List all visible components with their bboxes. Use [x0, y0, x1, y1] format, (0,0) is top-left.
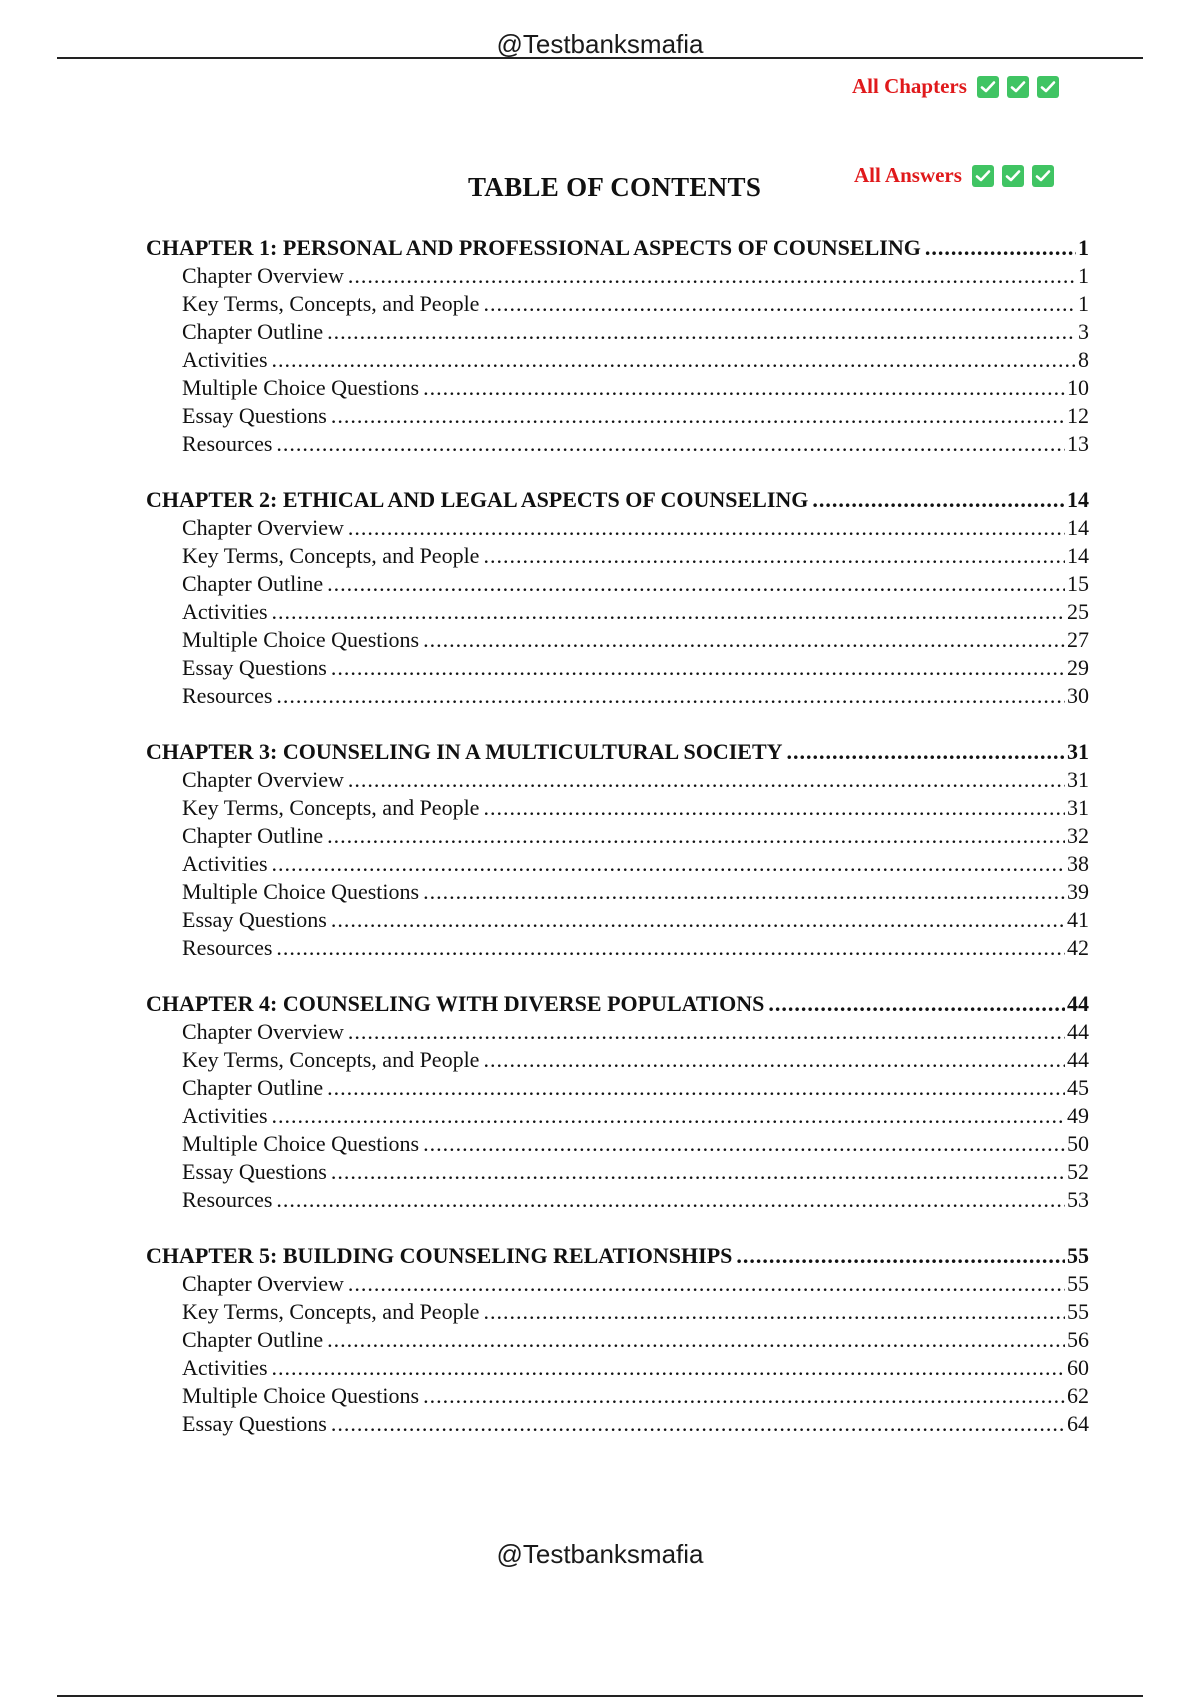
header-divider	[57, 57, 1143, 59]
toc-entry[interactable]	[146, 1410, 1089, 1438]
check-box-icon	[1037, 76, 1059, 98]
footer-divider	[57, 1695, 1143, 1697]
page-number: 14	[1067, 487, 1089, 512]
toc-entry[interactable]	[146, 598, 1089, 626]
page-number: 53	[1067, 1187, 1089, 1212]
page-number: 3	[1078, 319, 1089, 344]
entry-label: Chapter Overview	[182, 1019, 344, 1044]
toc-chapter-5	[146, 1242, 1089, 1438]
dot-leader	[736, 1242, 1065, 1270]
page-number: 41	[1067, 907, 1089, 932]
page-number: 15	[1067, 571, 1089, 596]
dot-leader	[327, 570, 1065, 598]
dot-leader	[348, 262, 1076, 290]
entry-label: Essay Questions	[182, 1159, 327, 1184]
page-number: 64	[1067, 1411, 1089, 1436]
entry-label: Multiple Choice Questions	[182, 627, 420, 652]
toc-entry[interactable]	[146, 822, 1089, 850]
table-of-contents	[146, 234, 1089, 1466]
page-number: 10	[1067, 375, 1089, 400]
entry-label: Activities	[182, 1103, 268, 1128]
entry-label: Essay Questions	[182, 1411, 327, 1436]
toc-entry[interactable]	[146, 514, 1089, 542]
dot-leader	[327, 822, 1065, 850]
dot-leader	[925, 234, 1076, 262]
entry-label: Resources	[182, 1187, 273, 1212]
page-number: 45	[1067, 1075, 1089, 1100]
dot-leader	[327, 1326, 1065, 1354]
toc-chapter-3	[146, 738, 1089, 962]
page-number: 30	[1067, 683, 1089, 708]
page-number: 50	[1067, 1131, 1089, 1156]
header-watermark: @Testbanksmafia	[496, 29, 704, 59]
page-number: 1	[1078, 291, 1089, 316]
page-number: 31	[1067, 795, 1089, 820]
page-number: 38	[1067, 851, 1089, 876]
entry-label: Essay Questions	[182, 655, 327, 680]
page-number: 1	[1078, 235, 1089, 260]
toc-entry[interactable]	[146, 794, 1089, 822]
entry-label: Resources	[182, 683, 273, 708]
dot-leader	[272, 1102, 1065, 1130]
toc-chapter-4	[146, 990, 1089, 1214]
entry-label: Chapter Overview	[182, 263, 344, 288]
dot-leader	[272, 346, 1076, 374]
page-number: 42	[1067, 935, 1089, 960]
chapter-title: CHAPTER 5: BUILDING COUNSELING RELATIONSHIPS	[146, 1243, 733, 1268]
dot-leader	[327, 1074, 1065, 1102]
entry-label: Key Terms, Concepts, and People	[182, 543, 480, 568]
toc-entry[interactable]	[146, 346, 1089, 374]
dot-leader	[331, 906, 1065, 934]
toc-entry[interactable]	[146, 1018, 1089, 1046]
page-number: 8	[1078, 347, 1089, 372]
dot-leader	[327, 318, 1076, 346]
dot-leader	[768, 990, 1065, 1018]
toc-title: TABLE OF CONTENTS	[468, 172, 762, 202]
check-box-icon	[972, 165, 994, 187]
entry-label: Key Terms, Concepts, and People	[182, 1047, 480, 1072]
toc-entry[interactable]	[146, 1074, 1089, 1102]
dot-leader	[348, 1270, 1065, 1298]
toc-entry[interactable]	[146, 906, 1089, 934]
dot-leader	[483, 794, 1065, 822]
toc-entry[interactable]	[146, 878, 1089, 906]
toc-entry[interactable]	[146, 262, 1089, 290]
check-box-icon	[1032, 165, 1054, 187]
toc-entry[interactable]	[146, 682, 1089, 710]
dot-leader	[331, 654, 1065, 682]
chapter-title: CHAPTER 3: COUNSELING IN A MULTICULTURAL SOCIETY	[146, 739, 783, 764]
page-number: 27	[1067, 627, 1089, 652]
toc-entry[interactable]	[146, 374, 1089, 402]
entry-label: Chapter Outline	[182, 571, 324, 596]
entry-label: Activities	[182, 599, 268, 624]
page-number: 25	[1067, 599, 1089, 624]
toc-chapter-heading[interactable]	[146, 234, 1089, 262]
page-number: 39	[1067, 879, 1089, 904]
toc-entry[interactable]	[146, 402, 1089, 430]
toc-entry[interactable]	[146, 430, 1089, 458]
footer-watermark: @Testbanksmafia	[496, 1539, 704, 1569]
page-number: 29	[1067, 655, 1089, 680]
toc-chapter-1	[146, 234, 1089, 458]
toc-entry[interactable]	[146, 290, 1089, 318]
entry-label: Key Terms, Concepts, and People	[182, 291, 480, 316]
page-number: 55	[1067, 1243, 1089, 1268]
entry-label: Chapter Overview	[182, 1271, 344, 1296]
page-number: 52	[1067, 1159, 1089, 1184]
all-chapters-badge	[852, 74, 1067, 99]
page-number: 12	[1067, 403, 1089, 428]
all-answers-badge	[854, 163, 1062, 188]
toc-entry[interactable]	[146, 1186, 1089, 1214]
dot-leader	[483, 1298, 1065, 1326]
entry-label: Essay Questions	[182, 403, 327, 428]
toc-chapter-heading[interactable]	[146, 990, 1089, 1018]
dot-leader	[272, 1354, 1065, 1382]
dot-leader	[331, 402, 1065, 430]
page-number: 44	[1067, 991, 1089, 1016]
entry-label: Chapter Outline	[182, 823, 324, 848]
entry-label: Chapter Outline	[182, 1075, 324, 1100]
dot-leader	[483, 1046, 1065, 1074]
entry-label: Resources	[182, 935, 273, 960]
entry-label: Chapter Outline	[182, 319, 324, 344]
dot-leader	[276, 682, 1065, 710]
toc-entry[interactable]	[146, 1354, 1089, 1382]
toc-entry[interactable]	[146, 1158, 1089, 1186]
page-number: 32	[1067, 823, 1089, 848]
dot-leader	[272, 598, 1065, 626]
page-number: 60	[1067, 1355, 1089, 1380]
dot-leader	[331, 1158, 1065, 1186]
dot-leader	[423, 1130, 1065, 1158]
entry-label: Chapter Overview	[182, 767, 344, 792]
toc-entry[interactable]	[146, 1326, 1089, 1354]
entry-label: Multiple Choice Questions	[182, 1383, 420, 1408]
dot-leader	[787, 738, 1065, 766]
toc-entry[interactable]	[146, 542, 1089, 570]
check-box-icon	[1007, 76, 1029, 98]
entry-label: Multiple Choice Questions	[182, 1131, 420, 1156]
toc-entry[interactable]	[146, 934, 1089, 962]
dot-leader	[348, 1018, 1065, 1046]
entry-label: Chapter Overview	[182, 515, 344, 540]
page-number: 56	[1067, 1327, 1089, 1352]
toc-entry[interactable]	[146, 626, 1089, 654]
dot-leader	[812, 486, 1065, 514]
dot-leader	[423, 626, 1065, 654]
page-number: 62	[1067, 1383, 1089, 1408]
page-number: 55	[1067, 1271, 1089, 1296]
dot-leader	[483, 290, 1076, 318]
toc-entry[interactable]	[146, 1130, 1089, 1158]
entry-label: Essay Questions	[182, 907, 327, 932]
dot-leader	[348, 514, 1065, 542]
entry-label: Activities	[182, 1355, 268, 1380]
toc-entry[interactable]	[146, 766, 1089, 794]
page-number: 49	[1067, 1103, 1089, 1128]
dot-leader	[423, 1382, 1065, 1410]
entry-label: Resources	[182, 431, 273, 456]
page-number: 13	[1067, 431, 1089, 456]
entry-label: Multiple Choice Questions	[182, 375, 420, 400]
dot-leader	[276, 430, 1065, 458]
chapter-title: CHAPTER 4: COUNSELING WITH DIVERSE POPULATIONS	[146, 991, 765, 1016]
entry-label: Activities	[182, 347, 268, 372]
entry-label: Key Terms, Concepts, and People	[182, 795, 480, 820]
toc-entry[interactable]	[146, 1270, 1089, 1298]
entry-label: Key Terms, Concepts, and People	[182, 1299, 480, 1324]
dot-leader	[331, 1410, 1065, 1438]
dot-leader	[483, 542, 1065, 570]
toc-entry[interactable]	[146, 570, 1089, 598]
entry-label: Chapter Outline	[182, 1327, 324, 1352]
page-number: 1	[1078, 263, 1089, 288]
toc-entry[interactable]	[146, 1298, 1089, 1326]
page-number: 55	[1067, 1299, 1089, 1324]
toc-entry[interactable]	[146, 1102, 1089, 1130]
dot-leader	[423, 878, 1065, 906]
page-number: 31	[1067, 739, 1089, 764]
toc-entry[interactable]	[146, 654, 1089, 682]
entry-label: Activities	[182, 851, 268, 876]
toc-chapter-heading[interactable]	[146, 1242, 1089, 1270]
all-answers-label: All Answers	[854, 163, 962, 187]
dot-leader	[272, 850, 1065, 878]
toc-chapter-2	[146, 486, 1089, 710]
dot-leader	[276, 934, 1065, 962]
chapter-title: CHAPTER 2: ETHICAL AND LEGAL ASPECTS OF COUNSELING	[146, 487, 809, 512]
dot-leader	[276, 1186, 1065, 1214]
toc-chapter-heading[interactable]	[146, 486, 1089, 514]
toc-entry[interactable]	[146, 850, 1089, 878]
page-number: 14	[1067, 515, 1089, 540]
page-number: 14	[1067, 543, 1089, 568]
toc-entry[interactable]	[146, 318, 1089, 346]
toc-entry[interactable]	[146, 1382, 1089, 1410]
page-number: 44	[1067, 1047, 1089, 1072]
check-box-icon	[977, 76, 999, 98]
toc-entry[interactable]	[146, 1046, 1089, 1074]
toc-chapter-heading[interactable]	[146, 738, 1089, 766]
all-chapters-label: All Chapters	[852, 74, 967, 98]
dot-leader	[348, 766, 1065, 794]
dot-leader	[423, 374, 1065, 402]
page-number: 31	[1067, 767, 1089, 792]
page-number: 44	[1067, 1019, 1089, 1044]
entry-label: Multiple Choice Questions	[182, 879, 420, 904]
check-box-icon	[1002, 165, 1024, 187]
chapter-title: CHAPTER 1: PERSONAL AND PROFESSIONAL ASPECTS OF COUNSELING	[146, 235, 921, 260]
